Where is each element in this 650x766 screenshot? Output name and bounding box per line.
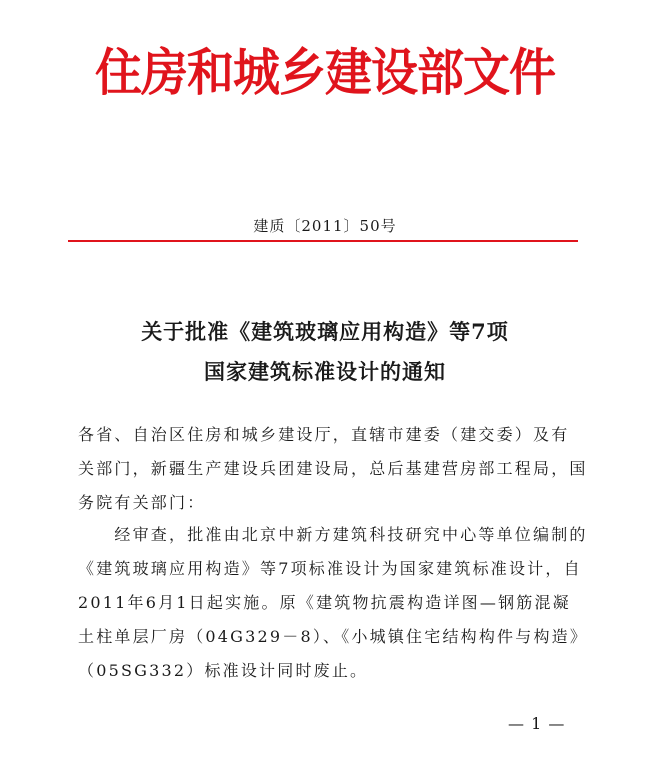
body-line: 各省、自治区住房和城乡建设厅，直辖市建委（建交委）及有	[78, 425, 570, 444]
content-paragraph	[78, 518, 588, 688]
addressee-paragraph	[78, 418, 588, 520]
red-divider	[68, 240, 578, 242]
body-line: 关部门，新疆生产建设兵团建设局，总后基建营房部工程局，国	[78, 459, 588, 478]
body-line: 务院有关部门：	[78, 493, 206, 512]
body-line: （05SG332）标准设计同时废止。	[78, 661, 369, 680]
body-line: 土柱单层厂房（04G329－8）、《小城镇住宅结构构件与构造》	[78, 627, 589, 646]
page-number: — 1 —	[508, 714, 566, 733]
title-line-1: 关于批准《建筑玻璃应用构造》等7项	[141, 319, 509, 344]
body-line: 2011年6月1日起实施。原《建筑物抗震构造详图—钢筋混凝	[78, 593, 571, 612]
issuer-masthead: 住房和城乡建设部文件	[95, 43, 555, 104]
body-line: 经审查，批准由北京中新方建筑科技研究中心等单位编制的	[78, 525, 588, 544]
title-line-2: 国家建筑标准设计的通知	[204, 359, 446, 384]
body-line: 《建筑玻璃应用构造》等7项标准设计为国家建筑标准设计，自	[78, 559, 582, 578]
document-number: 建质〔2011〕50号	[253, 217, 397, 235]
